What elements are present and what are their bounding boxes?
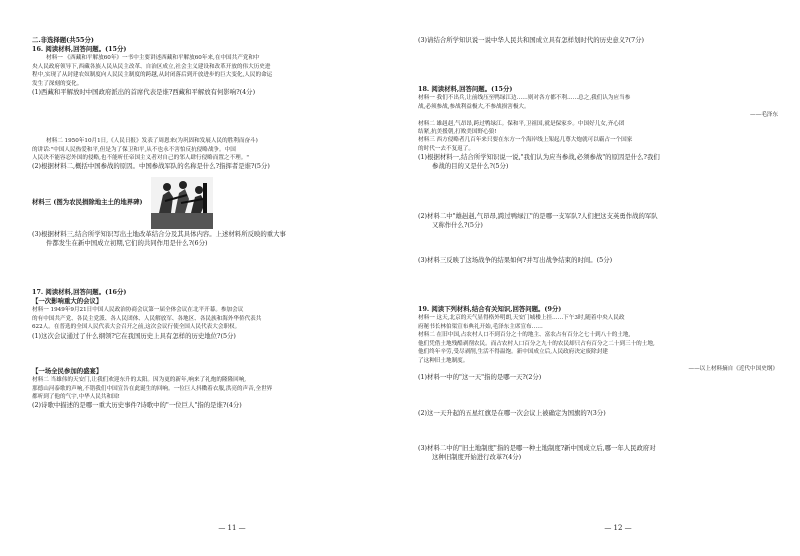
q16-sub2: (2)根据材料二,概括中国参战的原因。中国参战军队的名称是什么?指挥者是谁?(5分) (32, 162, 270, 171)
q16-m1-line: 发生了深刻的变化。 (32, 80, 83, 87)
q18-sub3: (3)材料三反映了这场战争的结果如何?并写出战争结束的时间。(5分) (418, 256, 613, 265)
q19-m1-line: 府秘书长林伯渠宣布典礼开始,毛泽东主席宣布…… (418, 323, 543, 330)
q16-m3-label: 材料三 (图为农民捐除地主土的地界碑) (32, 198, 143, 207)
q19-sub1: (1)材料一中的"这一天"指的是哪一天?(2分) (418, 373, 542, 382)
q18-sub1-line: (1)根据材料一,结合所学知识说一说,"我们认为应当参战,必须参战"的原因是什么?我们 (418, 153, 660, 162)
q17-block2-title: 【一场全民参加的盛宴】 (32, 366, 103, 375)
q17-heading: 17. 阅读材料,回答问题。(16分) (32, 288, 127, 297)
q18-m1-line: 材料一 我们不出兵,让前线压至鸭绿江边……则对各方都不利……总之,我们认为应当参 (418, 95, 631, 102)
q18-sub2-line: 又称作什么?(5分) (432, 220, 483, 229)
page-number-left: — 11 — (218, 524, 246, 532)
q16-sub3-line: 件都发生在新中国成立初期,它们的共同作用是什么?(6分) (46, 238, 208, 247)
q17-m2-line: 都听到了他的气宇,中华人民共和国! (32, 393, 120, 400)
q16-m2-line: 材料二 1950年10月1日,《人民日报》发表了周恩来(为巩固和发展人民的胜利而奋斗) (46, 138, 258, 145)
q17-m2-line: 材料二 当雄伟的天安门,让我们欢迎东升的太阳。因为更的新年,响来了礼炮的隆隆回响, (32, 377, 247, 384)
q18-sub1-line: 参战的目的又是什么?(5分) (432, 162, 509, 171)
q16-sub1: (1)西藏和平解放时中国政府派出的首席代表是谁?西藏和平解放有何影响?(4分) (32, 88, 256, 97)
q17-sub3: (3)请结合所学知识说一说中华人民共和国成立具有怎样划时代的历史意义?(7分) (418, 36, 645, 44)
q18-m3-line: 材料三 西方侵略者几百年来只要在东方一个海岸线上架起几尊大炮就可以霸占一个国家 (418, 137, 633, 144)
q18-m3-line: 的时代一去不复返了。 (418, 145, 474, 152)
q19-m2-line: 了这种旧土地制度。 (418, 357, 469, 364)
q16-m1-line: 央人民政府领导下,西藏各族人民从民主改革、自治区成立,社会主义建设和改革开放的伟大历史进 (32, 63, 271, 70)
q19-sub2: (2)这一天升起的五星红旗是在哪一次会议上被确定为国旗的?(3分) (418, 408, 606, 417)
q19-m2-line: 他们终年辛劳,受尽剥削,生活不得温饱。新中国成立后,人民政府决定废除封建 (418, 349, 608, 356)
q18-heading: 18. 阅读材料,回答问题。(15分) (418, 85, 513, 94)
q17-sub2: (2)诗歌中描述的是哪一重大历史事件?诗歌中的"一位巨人"指的是谁?(4分) (32, 401, 242, 410)
q17-m1-line: 622人。在普选的全国人民代表大会召开之前,这次会议行使全国人民代表大会职权。 (32, 324, 241, 331)
q18-m1-source: ——毛泽东 (750, 112, 778, 119)
q19-m2-line: 他们凭借土地残酷剥削农民。而占农村人口百分之九十的农民却只占有百分之二十到三十的土地, (418, 340, 655, 347)
q16-m3-row (32, 176, 386, 230)
q16-m1-line: 程中,实现了从封建农奴制度向人民民主制度的跨越,从封闭落后到开放进步的巨大变化,人民的命运 (32, 72, 273, 79)
q19-source: ——以上材料摘自《近代中国史纲》 (688, 365, 778, 372)
q17-sub1: (1)这次会议通过了什么纲领?它在我国历史上具有怎样的历史地位?(5分) (32, 331, 236, 340)
q18-m2-line: 结紧,抗美援朝,打败美国野心狼! (418, 129, 497, 136)
q16-m2-line: 人民决不能容忍外国的侵略,也不能听任帝国主义者对自己的邻人肆行侵略而置之不理。" (32, 155, 249, 162)
q19-sub3-line: 这种旧制度开始进行改革?(4分) (432, 452, 522, 461)
q16-m1-line: 材料一 《西藏和平解放60年》一书中主要讲述西藏和平解放60年来,在中国共产党和中 (46, 55, 260, 62)
q19-heading: 19. 阅读下列材料,结合有关知识,回答问题。(9分) (418, 305, 562, 314)
q17-m1-line: 的有中国共产党、各民主党派、各人民团体、人民解放军、各地区、各民族和海外华侨代表共 (32, 315, 262, 322)
q17-m1-line: 材料一 1949年9月21日中国人民政治协商会议第一届全体会议在北平开幕。参加会议 (32, 307, 244, 314)
q16-m2-line: 的讲话:"中国人民热爱和平,但是为了保卫和平,从不也永不害怕反抗侵略战争。中国 (32, 146, 236, 153)
q18-m2-line: 材料二 雄赳赳,气昂昂,跨过鸭绿江。保和平,卫祖国,就是保家乡。中国好儿女,齐心团 (418, 120, 625, 127)
q18-sub2-line: (2)材料二中"雄赳赳,气昂昂,跨过鸭绿江"的是哪一支军队?人们把这支英勇作战的军队 (418, 211, 658, 220)
q19-m1-line: 材料一 这天,北京的天气显得格外明朗,天安门城楼上挂……下午3时,随着中央人民政 (418, 315, 625, 322)
section-title: 二.非选择题(共55分) (32, 36, 94, 44)
right-page (400, 0, 800, 556)
q19-m2-line: 材料二 在旧中国,占农村人口不到百分之十的地主、富农占有百分之七十到八十的土地, (418, 332, 631, 339)
q16-heading: 16. 阅读材料,回答问题。(15分) (32, 45, 127, 54)
q16-sub3-line: (3)根据材料三,结合所学知识写出土地改革结合分及其具体内容。上述材料所反映的重大事 (32, 229, 286, 238)
page-number-right: — 12 — (604, 524, 632, 532)
q18-m1-line: 战,必须参战,参战利益极大,不参战损害极大。 (418, 103, 530, 110)
q19-sub3-line: (3)材料二中的"旧土地制度"指的是哪一种土地制度?新中国成立后,哪一年人民政府对 (418, 443, 656, 452)
q17-block1-title: 【一次影响重大的会议】 (32, 297, 103, 306)
q17-m2-line: 那德山河泰歌的声响,不错我们中国宣告在此诞生的回响。一位巨人抖擞着衣服,洪亮的声音,全世界 (32, 385, 273, 392)
woodcut-illustration (151, 177, 213, 229)
